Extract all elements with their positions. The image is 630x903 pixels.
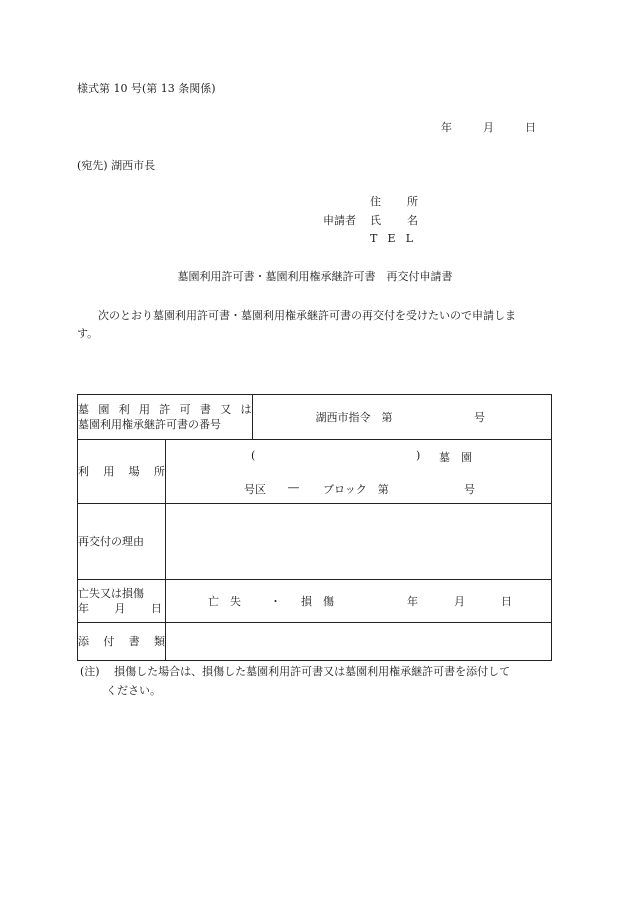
location-gou: 号 [464, 483, 475, 496]
table-row-location [78, 440, 552, 504]
table-row-permit-number [78, 395, 552, 440]
location-block: ブロック 第 [323, 483, 389, 496]
permit-number-label: 墓 園 利 用 許 可 書 又 は 墓園利用権承継許可書の番号 [78, 395, 253, 440]
form-number: 様式第 10 号(第 13 条関係) [77, 82, 216, 95]
date-month: 月 [483, 121, 494, 134]
permit-number-suffix: 号 [474, 411, 485, 424]
damage-option[interactable]: 損 傷 [301, 595, 334, 608]
location-label: 利 用 場 所 [78, 440, 166, 504]
permit-number-prefix: 湖西市指令 第 [315, 411, 393, 424]
tel-label: T E L [370, 232, 413, 245]
location-open-paren: ( [251, 449, 256, 462]
applicant-role-label: 申請者 [323, 214, 356, 227]
loss-day: 日 [501, 595, 512, 608]
reason-field[interactable] [166, 504, 552, 580]
loss-option[interactable]: 亡 失 [208, 595, 241, 608]
date-day: 日 [525, 121, 536, 134]
option-separator: ・ [270, 595, 281, 608]
location-field[interactable] [166, 440, 552, 504]
loss-date-label: 亡失又は損傷 年 月 日 [78, 580, 166, 623]
loss-date-field[interactable] [166, 580, 552, 623]
application-table [77, 394, 552, 661]
note-line2: ください。 [106, 684, 161, 697]
reason-label: 再交付の理由 [78, 504, 166, 580]
name-label: 氏 名 [370, 214, 418, 227]
location-goku: 号区 [244, 483, 266, 496]
permit-number-field[interactable] [252, 395, 552, 440]
location-close-paren: ) [416, 449, 421, 462]
note-line1: (注) 損傷した場合は、損傷した墓園利用許可書又は墓園利用権承継許可書を添付して [80, 665, 511, 678]
attachments-label: 添 付 書 類 [78, 623, 166, 661]
table-row-loss-date [78, 580, 552, 623]
loss-month: 月 [454, 595, 465, 608]
body-text-line1: 次のとおり墓園利用許可書・墓園利用権承継許可書の再交付を受けたいので申請しま [98, 309, 516, 322]
location-bochien: 墓 園 [439, 451, 472, 464]
date-line [441, 119, 536, 135]
address-label: 住 所 [370, 195, 418, 208]
date-year: 年 [441, 121, 452, 134]
attachments-field[interactable] [166, 623, 552, 661]
loss-year: 年 [407, 595, 418, 608]
location-dash: ― [288, 481, 299, 494]
body-text-line2: す。 [77, 327, 99, 340]
addressee: (宛先) 湖西市長 [77, 159, 156, 172]
table-row-attachments [78, 623, 552, 661]
page-title: 墓園利用許可書・墓園利用権承継許可書 再交付申請書 [177, 270, 453, 283]
table-row-reason [78, 504, 552, 580]
